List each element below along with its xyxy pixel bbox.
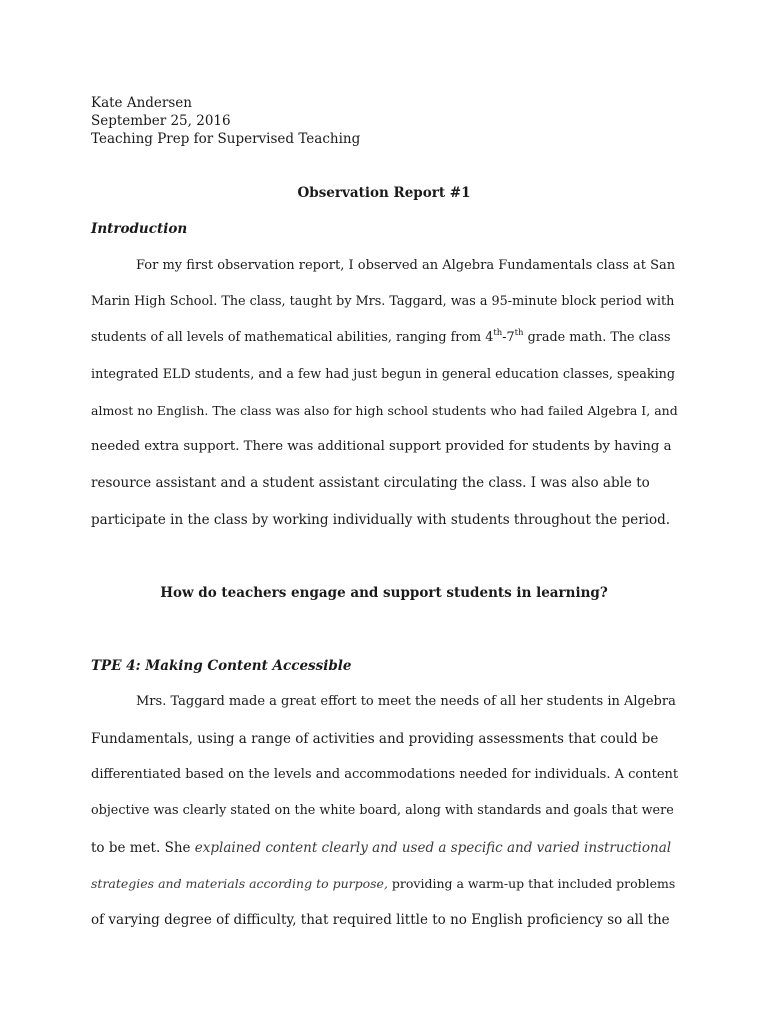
superscript-th-1: th	[493, 328, 503, 338]
intro-line-3	[91, 330, 671, 345]
author-name: Kate Andersen	[91, 95, 192, 111]
tpe4-line-3: differentiated based on the levels and accommodations needed for individuals. A content	[91, 767, 679, 782]
course-name: Teaching Prep for Supervised Teaching	[91, 131, 361, 147]
intro-line-3-start: students of all levels of mathematical abilities, ranging from 4	[91, 330, 494, 345]
superscript-th-2: th	[514, 328, 524, 338]
tpe4-line-6-rest: providing a warm-up that included problems	[387, 876, 676, 891]
tpe4-line-5	[91, 840, 671, 856]
intro-line-4: integrated ELD students, and a few had just begun in general education classes, speaking	[91, 367, 676, 382]
tpe4-line-7: of varying degree of difficulty, that required little to no English proficiency so all the	[91, 912, 670, 928]
tpe4-line-2: Fundamentals, using a range of activities and providing assessments that could be	[91, 731, 659, 747]
tpe4-heading: TPE 4: Making Content Accessible	[91, 658, 352, 674]
tpe4-line-5-italic: explained content clearly and used a specific and varied instructional	[194, 840, 672, 856]
intro-line-8: participate in the class by working individually with students throughout the period.	[91, 512, 671, 528]
tpe4-line-4: objective was clearly stated on the white board, along with standards and goals that were	[91, 803, 674, 818]
intro-line-2: Marin High School. The class, taught by Mrs. Taggard, was a 95-minute block period with	[91, 294, 675, 309]
tpe4-line-1: Mrs. Taggard made a great effort to meet the needs of all her students in Algebra	[136, 694, 676, 709]
intro-line-3-end: grade math. The class	[523, 330, 671, 345]
introduction-heading: Introduction	[91, 221, 188, 237]
intro-line-1: For my first observation report, I observed an Algebra Fundamentals class at San	[136, 258, 676, 273]
guiding-question: How do teachers engage and support students in learning?	[160, 585, 608, 601]
tpe4-line-5-start: to be met. She	[91, 840, 195, 856]
tpe4-line-6	[91, 876, 675, 891]
intro-line-6: needed extra support. There was additional support provided for students by having a	[91, 439, 672, 454]
tpe4-line-6-italic: strategies and materials according to purpose,	[91, 876, 388, 891]
intro-line-5: almost no English. The class was also for high school students who had failed Algebra I, and	[91, 403, 678, 418]
report-date: September 25, 2016	[91, 113, 231, 129]
intro-line-3-mid: -7	[502, 330, 515, 345]
document-title: Observation Report #1	[297, 185, 471, 201]
intro-line-7: resource assistant and a student assistant circulating the class. I was also able to	[91, 475, 650, 491]
